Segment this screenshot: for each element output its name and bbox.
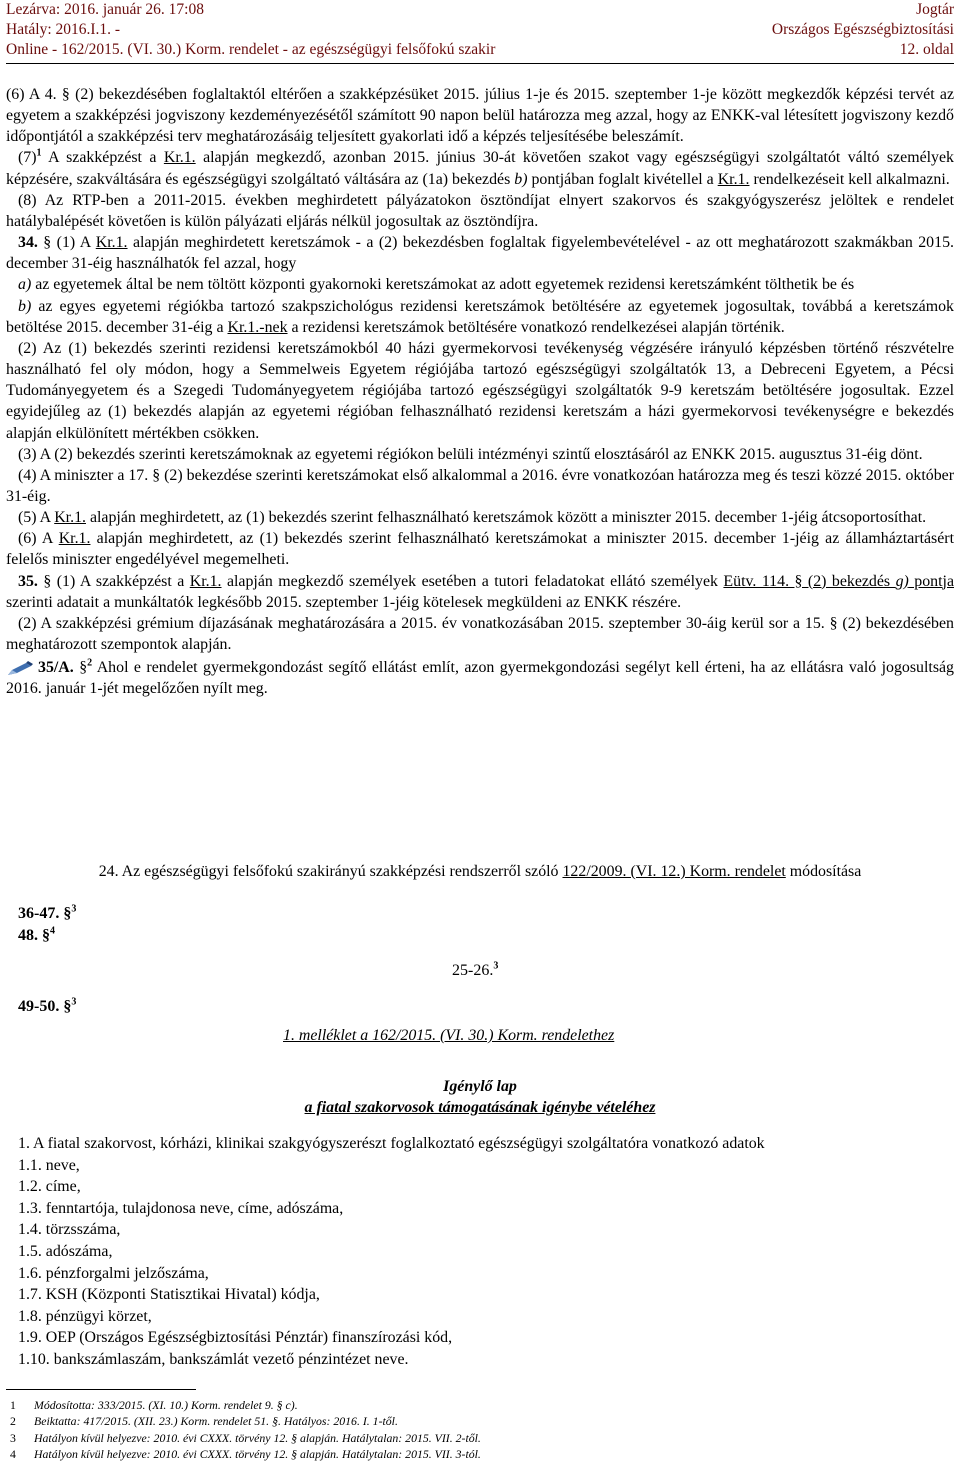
header-divider	[6, 63, 954, 64]
header-closed-date: Lezárva: 2016. január 26. 17:08	[6, 1, 204, 18]
page-header	[6, 0, 954, 60]
list-item: 1.6. pénzforgalmi jelzőszáma,	[18, 1264, 209, 1282]
footnote: 3 Hatályon kívül helyezve: 2010. évi CXXX. törvény 12. § alapján. Hatálytalan: 2015. VII. 2-től.	[10, 1430, 481, 1445]
list-item: 1.2. címe,	[18, 1178, 81, 1196]
list-item: 1.1. neve,	[18, 1156, 80, 1174]
section-34-4: (4) A miniszter a 17. § (2) bekezdése szerinti keretszámokat első alkalommal a 2016. évre vonatkozóan határozza meg és teszi közzé 2015. október 31-éig.	[6, 466, 954, 505]
link-decree[interactable]: 122/2009. (VI. 12.) Korm. rendelet	[562, 863, 786, 880]
footnote-ref[interactable]: 4	[50, 925, 55, 937]
section-35: 35. § (1) A szakképzést a Kr.1. alapján megkezdő személyek esetében a tutori feladatokat ellátó személyek Eütv. 114. § (2) bekezdés g) pontja szerinti adatait a munkáltatók legkésőbb 2015. szeptember 1-jéig kötelesek megküldeni az ENKK részére.	[6, 572, 955, 611]
footnotes	[10, 1397, 954, 1463]
section-35a: 35/A. §$^2$ Ahol e rendelet gyermekgondozást segítő ellátást említ, azon gyermekgondozási segélyt kell érteni, ha az ellátásra való jogosultság 2016. január 1-jét megelőzően nyílt meg.	[6, 657, 955, 698]
link-kr1[interactable]: Kr.1.	[58, 530, 91, 548]
list-item: 1.10. bankszámlaszám, bankszámlát vezető pénzintézet neve.	[18, 1350, 409, 1368]
footnote-ref[interactable]: 2	[87, 657, 93, 669]
link-eutv[interactable]: Eütv. 114. § (2) bekezdés g) pontja	[723, 572, 955, 590]
header-doc-title: Online - 162/2015. (VI. 30.) Korm. rendelet - az egészségügyi felsőfokú szakir	[6, 41, 496, 58]
section-34-b: b) az egyes egyetemi régiókba tartozó szakpszichológus rezidensi keretszámok betöltésére az egyetemek jogosultak, továbbá a keretszámok betöltése 2015. december 31-éig a Kr.1.-nek a rezidensi keretszámok betöltésére vonatkozó rendelkezései alapján történik.	[6, 297, 954, 336]
footnote: 2 Beiktatta: 417/2015. (XII. 23.) Korm. rendelet 51. §. Hatályos: 2016. I. 1-től.	[10, 1414, 398, 1429]
section-36-47: 36-47. §$^3$	[18, 903, 77, 922]
modification-title: 24. Az egészségügyi felsőfokú szakirányú szakképzési rendszerről szóló 122/2009. (VI. 12.) Korm. rendelet módosítása	[98, 863, 862, 880]
link-kr1[interactable]: Kr.1.-nek	[227, 318, 288, 336]
footnote-ref[interactable]: 1	[36, 148, 42, 160]
annex-title[interactable]: 1. melléklet a 162/2015. (VI. 30.) Korm. rendelethez	[283, 1027, 615, 1044]
list-item: 1.5. adószáma,	[18, 1242, 113, 1260]
section-34-5: (5) A Kr.1. alapján meghirdetett, az (1) bekezdés szerint felhasználható keretszámok között a miniszter 2015. december 1-jéig átcsoportosíthat.	[18, 509, 927, 527]
section-34-2: (2) Az (1) bekezdés szerinti rezidensi keretszámokból 40 házi gyermekorvosi tevékenység végzésére irányuló képzésben történő részvételre használható fel oly módon, hogy a Semmelweis Egyetem régiójába tartozó egészségügyi szolgáltatók 13, a Debreceni Egyetem, a Pécsi Tudományegyetem és a Szegedi Tudományegyetem régiójába tartozó egészségügyi szolgáltatók 9-9 keretszám betöltésére jogosultak. Ezzel egyidejűleg az (1) bekezdés alapján az egyetemi régióban felhasználható rezidensi keretszám a házi gyermekorvosi tevékenységre e bekezdés alapján elkülönített mértékben csökken.	[6, 339, 954, 442]
link-kr1[interactable]: Kr.1.	[717, 170, 750, 188]
list-item: 1.7. KSH (Központi Statisztikai Hivatal) kódja,	[18, 1286, 320, 1304]
section-34-3: (3) A (2) bekezdés szerinti keretszámoknak az egyetemi régiókon belüli intézményi szintű elosztásáról az ENKK 2015. augusztus 31-éig dönt.	[18, 445, 923, 463]
form-items	[18, 1133, 954, 1371]
section-34-a: a) az egyetemek által be nem töltött központi gyakornoki keretszámokat az adott egyetemek rezidensi keretszámként tölthetik be és	[18, 276, 855, 294]
section-48: 48. §$^4$	[18, 925, 55, 944]
section-34: 34. § (1) A Kr.1. alapján meghirdetett keretszámok - a (2) bekezdésben foglaltak figyelembevételével - az ott meghatározott szakmákban 2015. december 31-éig használhatók fel azzal, hogy	[6, 234, 954, 273]
link-kr1[interactable]: Kr.1.	[163, 149, 196, 167]
list-item: 1.4. törzsszáma,	[18, 1221, 121, 1239]
annex-heading: Igénylő lap a fiatal szakorvosok támogatásának igénybe vételéhez	[304, 1078, 656, 1116]
list-item: 1.3. fenntartója, tulajdonosa neve, címe, adószáma,	[18, 1199, 344, 1217]
link-kr1[interactable]: Kr.1.	[95, 234, 128, 252]
link-kr1[interactable]: Kr.1.	[54, 509, 86, 527]
list-item: 1.9. OEP (Országos Egészségbiztosítási Pénztár) finanszírozási kód,	[18, 1329, 453, 1347]
pen-icon[interactable]	[6, 661, 34, 677]
header-page-number: 12. oldal	[899, 41, 954, 58]
list-item: 1. A fiatal szakorvost, kórházi, klinikai szakgyógyszerészt foglalkoztató egészségügyi szolgáltatóra vonatkozó adatok	[18, 1135, 765, 1152]
link-kr1[interactable]: Kr.1.	[189, 572, 222, 590]
header-org: Országos Egészségbiztosítási	[771, 21, 954, 38]
footnote-ref[interactable]: 3	[493, 960, 499, 972]
section-34-6: (6) A Kr.1. alapján meghirdetett, az (1) bekezdés szerint felhasználható keretszámokat a miniszter 2015. december 1-jéig az államháztartásért felelős miniszter engedélyével megemelheti.	[6, 530, 954, 569]
header-effective: Hatály: 2016.I.1. -	[6, 21, 121, 38]
footnote: 1 Módosította: 333/2015. (XI. 10.) Korm. rendelet 9. § c).	[10, 1398, 298, 1412]
footnote-divider	[6, 1389, 196, 1390]
list-item: 1.8. pénzügyi körzet,	[18, 1307, 152, 1325]
section-35-2: (2) A szakképzési grémium díjazásának meghatározására a 2015. év vonatkozásában 2015. szeptember 30-áig kerül sor a 15. § (2) bekezdésében meghatározott szempontok alapján.	[6, 614, 954, 654]
paragraph-7: $(7)^1$ A szakképzést a Kr.1. alapján megkezdő, azonban 2015. június 30-át követően szakot vagy egészségügyi szolgáltatót váltó személyek képzésére, szakváltására és egészségügyi szolgáltató váltására az (1a) bekezdés b) pontjában foglalt kivétellel a Kr.1. rendelkezéseit kell alkalmazni.	[6, 148, 954, 188]
header-brand: Jogtár	[916, 1, 954, 18]
paragraph-8: (8) Az RTP-ben a 2011-2015. években meghirdetett pályázatokon ösztöndíjat elnyert szakorvos és szakgyógyszerész jelöltek e rendelet hatálybalépését követően is külön pályázati eljárás nélkül jogosultak az ösztöndíjra.	[6, 191, 954, 230]
section-49-50: 49-50. §$^3$	[18, 996, 77, 1015]
footnote-ref[interactable]: 3	[71, 903, 77, 915]
section-25-26: 25-26.$^3$	[452, 960, 499, 979]
paragraph-6: (6) A 4. § (2) bekezdésében foglaltaktól eltérően a szakképzésüket 2015. július 1-je és 2015. szeptember 1-je között megkezdők képzési tervét az egyetem a szakképzési jogviszony kezdeményezésétől számított 90 napon belül határozza meg azzal, hogy az ENKK-val létesített jogviszony kezdő időpontjától a szakképzési terv meghatározásáig teljesített gyakorlati idő a képzés teljesítésébe beleszámít.	[6, 86, 954, 146]
footnote: 4 Hatályon kívül helyezve: 2010. évi CXXX. törvény 12. § alapján. Hatálytalan: 2015. VII. 3-tól.	[10, 1447, 481, 1462]
document-body	[6, 84, 954, 700]
footnote-ref[interactable]: 3	[71, 996, 77, 1008]
